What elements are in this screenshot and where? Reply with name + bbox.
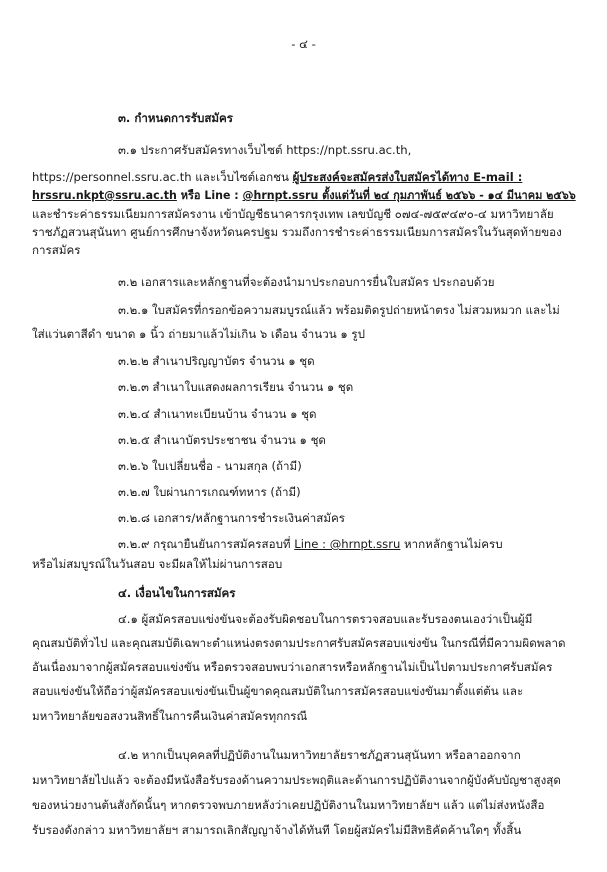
section-3-2-1-line-1: ๓.๒.๑ ใบสมัครที่กรอกข้อความสมบูรณ์แล้ว พร้อมติดรูปถ่ายหน้าตรง ไม่สวมหมวก และไม่ <box>118 303 560 317</box>
section-4-2-line-4: รับรองดังกล่าว มหาวิทยาลัยฯ สามารถเลิกสัญญาจ้างได้ทันที โดยผู้สมัครไม่มีสิทธิคัดค้านใดๆ ทั้งสิ้น <box>32 823 522 837</box>
section-4-1-line-5: มหาวิทยาลัยขอสงวนสิทธิ์ในการคืนเงินค่าสมัครทุกกรณี <box>32 709 308 723</box>
section-3-2-9-line-1 <box>118 536 503 552</box>
section-4-2-line-1: ๔.๒ หากเป็นบุคคลที่ปฏิบัติงานในมหาวิทยาลัยราชภัฏสวนสุนันทา หรือลาออกจาก <box>118 748 521 762</box>
section-3-2-1-line-2: ใส่แว่นตาสีดำ ขนาด ๑ นิ้ว ถ่ายมาแล้วไม่เกิน ๖ เดือน จำนวน ๑ รูป <box>32 327 365 341</box>
section-3-1-line-3 <box>32 187 576 203</box>
section-3-1-line-1: ๓.๑ ประกาศรับสมัครทางเว็บไซต์ https://npt.ssru.ac.th, <box>118 143 412 157</box>
line-label: หรือ Line : <box>176 188 243 202</box>
section-3-1-line-5: ราชภัฏสวนสุนันทา ศูนย์การศึกษาจังหวัดนครปฐม รวมถึงการชำระค่าธรรมเนียมการสมัครในวันสุดท้ายของ <box>32 225 562 239</box>
email-apply-text: ผู้ประสงค์จะสมัครส่งใบสมัครได้ทาง E-mail : <box>292 170 523 184</box>
page-number: - ๔ - <box>291 37 316 51</box>
section-3-2-9-line-2: หรือไม่สมบูรณ์ในวันสอบ จะมีผลให้ไม่ผ่านการสอบ <box>32 557 283 571</box>
section-4-1-line-1: ๔.๑ ผู้สมัครสอบแข่งขันจะต้องรับผิดชอบในการตรวจสอบและรับรองตนเองว่าเป็นผู้มี <box>118 612 533 626</box>
website-text: https://personnel.ssru.ac.th และเว็บไซต์เอกชน <box>32 170 293 184</box>
section-3-2-5: ๓.๒.๕ สำเนาบัตรประชาชน จำนวน ๑ ชุด <box>118 433 326 447</box>
section-4-2-line-3: ของหน่วยงานต้นสังกัดนั้นๆ หากตรวจพบภายหลังว่าเคยปฏิบัติงานในมหาวิทยาลัยฯ แล้ว แต่ไม่ส่งหนังสือ <box>32 798 545 812</box>
section-4-1-line-3: อันเนื่องมาจากผู้สมัครสอบแข่งขัน หรือตรวจสอบพบว่าเอกสารหรือหลักฐานไม่เป็นไปตามประกาศรับสมัคร <box>32 660 553 674</box>
section-3-2-6: ๓.๒.๖ ใบเปลี่ยนชื่อ - นามสกุล (ถ้ามี) <box>118 459 302 473</box>
line-id: @hrnpt.ssru <box>242 188 319 202</box>
section-3-1-line-2 <box>32 169 522 185</box>
section-3-2-3: ๓.๒.๓ สำเนาใบแสดงผลการเรียน จำนวน ๑ ชุด <box>118 380 354 394</box>
line-id-confirm: Line : @hrnpt.ssru <box>294 537 401 551</box>
section-4-1-line-4: สอบแข่งขันให้ถือว่าผู้สมัครสอบแข่งขันเป็นผู้ขาดคุณสมบัติในการสมัครสอบแข่งขันมาตั้งแต่ต้น และ <box>32 684 524 698</box>
apply-date-range: ตั้งแต่วันที่ ๒๔ กุมภาพันธ์ ๒๕๖๖ - ๑๔ มีนาคม ๒๕๖๖ <box>318 188 576 202</box>
section-3-2-4: ๓.๒.๔ สำเนาทะเบียนบ้าน จำนวน ๑ ชุด <box>118 407 317 421</box>
section-4-2-line-2: มหาวิทยาลัยไปแล้ว จะต้องมีหนังสือรับรองด้านความประพฤติและด้านการปฏิบัติงานจากผู้บังคับบัญชาสูงสุด <box>32 773 561 787</box>
email-address: hrssru.nkpt@ssru.ac.th <box>32 188 177 202</box>
confirm-text: ๓.๒.๙ กรุณายืนยันการสมัครสอบที่ <box>118 537 295 551</box>
section-3-1-line-4: และชำระค่าธรรมเนียมการสมัครงาน เข้าบัญชีธนาคารกรุงเทพ เลขบัญชี ๐๗๔-๗๕๙๔๙๐-๔ มหาวิทยาลัย <box>32 207 554 221</box>
section-4-heading: ๔. เงื่อนไขในการสมัคร <box>118 586 236 600</box>
section-3-2-8: ๓.๒.๘ เอกสาร/หลักฐานการชำระเงินค่าสมัคร <box>118 511 345 525</box>
section-3-2-2: ๓.๒.๒ สำเนาปริญญาบัตร จำนวน ๑ ชุด <box>118 354 315 368</box>
section-3-2: ๓.๒ เอกสารและหลักฐานที่จะต้องนำมาประกอบการยื่นใบสมัคร ประกอบด้วย <box>118 275 495 289</box>
section-3-2-7: ๓.๒.๗ ใบผ่านการเกณฑ์ทหาร (ถ้ามี) <box>118 485 301 499</box>
section-3-heading: ๓. กำหนดการรับสมัคร <box>118 111 234 125</box>
section-3-1-line-6: การสมัคร <box>32 243 81 257</box>
incomplete-text: หากหลักฐานไม่ครบ <box>400 537 503 551</box>
section-4-1-line-2: คุณสมบัติทั่วไป และคุณสมบัติเฉพาะตำแหน่งตรงตามประกาศรับสมัครสอบแข่งขัน ในกรณีที่มีความผิดพลาด <box>32 636 566 650</box>
